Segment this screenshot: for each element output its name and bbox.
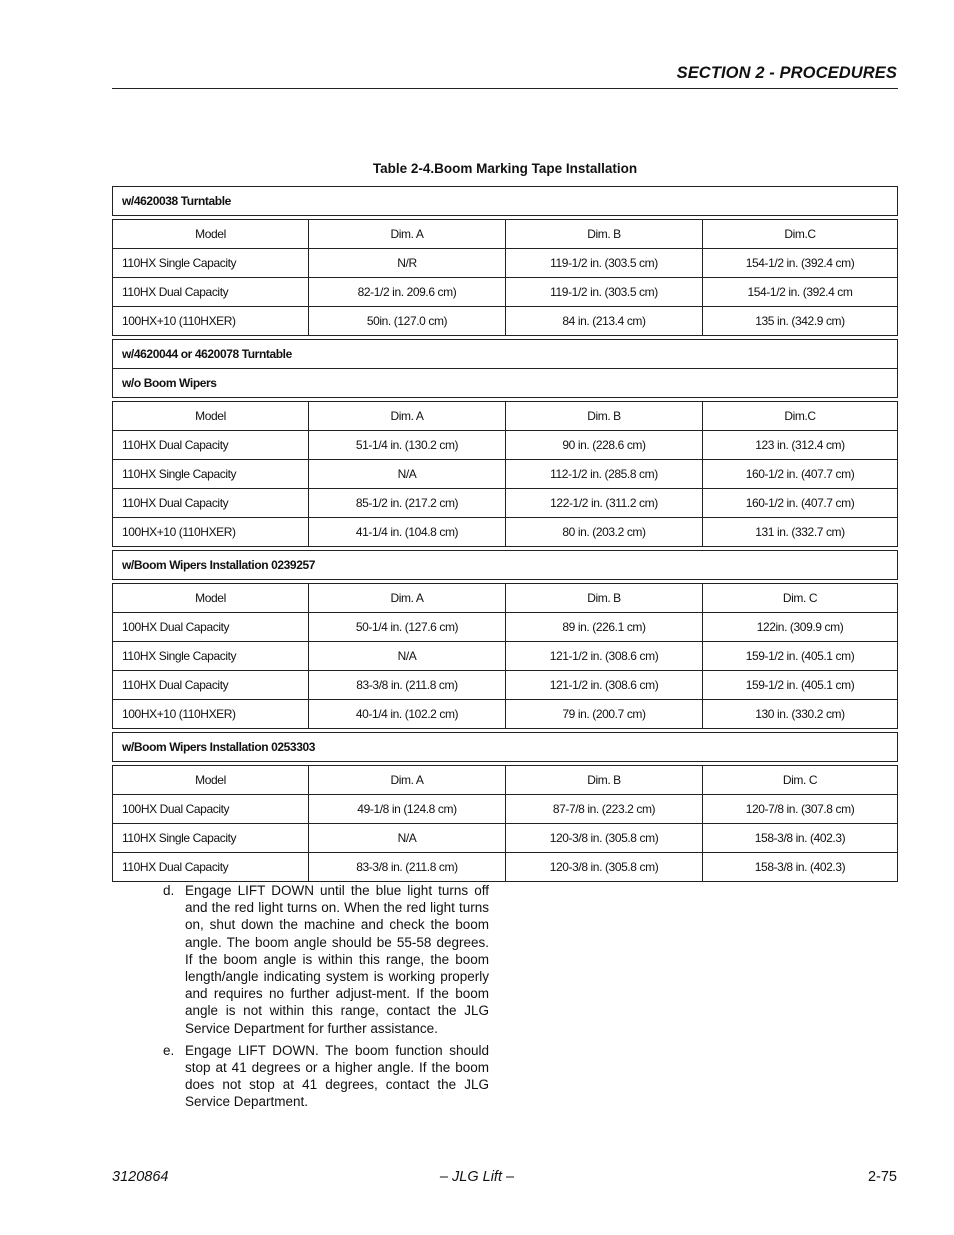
table-cell: 122in. (309.9 cm) [756, 620, 844, 634]
table-row [112, 431, 898, 460]
column-header: Dim. B [506, 402, 703, 430]
column-header: Model [113, 220, 309, 248]
boom-marking-tape-table [112, 186, 898, 882]
document-number: 3120864 [112, 1169, 169, 1185]
section-heading: w/4620038 Turntable [122, 194, 231, 208]
page-number: 2-75 [867, 1169, 897, 1185]
table-row [112, 249, 898, 278]
section-heading-row [112, 186, 898, 216]
table-cell: 120-3/8 in. (305.8 cm) [506, 824, 703, 852]
table-row [112, 642, 898, 671]
column-header: Dim. C [782, 773, 818, 787]
table-cell: 83-3/8 in. (211.8 cm) [309, 853, 506, 881]
section-heading: w/Boom Wipers Installation 0253303 [122, 740, 316, 754]
table-cell: 84 in. (213.4 cm) [506, 307, 703, 335]
column-header: Model [113, 584, 309, 612]
section-heading-row [112, 369, 898, 398]
section-heading-row [112, 339, 898, 369]
column-header-row [112, 765, 898, 795]
table-cell: 110HX Single Capacity [113, 824, 309, 852]
column-header: Dim. B [506, 766, 703, 794]
table-cell: 120-7/8 in. (307.8 cm) [745, 802, 855, 816]
section-heading-row [112, 550, 898, 580]
table-cell: 50in. (127.0 cm) [309, 307, 506, 335]
column-header: Dim. A [309, 220, 506, 248]
table-cell: 154-1/2 in. (392.4 cm) [745, 256, 855, 270]
column-header: Dim. B [506, 220, 703, 248]
table-cell: 49-1/8 in (124.8 cm) [309, 795, 506, 823]
footer-brand: – JLG Lift – [439, 1169, 515, 1185]
table-cell: 160-1/2 in. (407.7 cm) [745, 467, 855, 481]
table-cell: 100HX+10 (110HXER) [113, 307, 309, 335]
table-cell: 122-1/2 in. (311.2 cm) [506, 489, 703, 517]
procedure-steps [163, 882, 489, 1116]
table-row [112, 795, 898, 824]
table-cell: 110HX Dual Capacity [113, 671, 309, 699]
column-header-row [112, 219, 898, 249]
section-heading: w/o Boom Wipers [122, 376, 217, 390]
step-label: e. [163, 1042, 175, 1058]
table-cell: 50-1/4 in. (127.6 cm) [309, 613, 506, 641]
table-cell: 100HX Dual Capacity [113, 795, 309, 823]
step-d [163, 882, 489, 1037]
table-cell: 159-1/2 in. (405.1 cm) [745, 649, 855, 663]
section-heading: w/4620044 or 4620078 Turntable [122, 347, 292, 361]
table-cell: 87-7/8 in. (223.2 cm) [506, 795, 703, 823]
table-cell: 112-1/2 in. (285.8 cm) [506, 460, 703, 488]
table-row [112, 700, 898, 729]
header-divider [112, 88, 898, 89]
column-header: Dim.C [784, 409, 816, 423]
column-header: Dim. A [309, 402, 506, 430]
table-cell: 159-1/2 in. (405.1 cm) [745, 678, 855, 692]
table-cell: 100HX+10 (110HXER) [113, 518, 309, 546]
table-cell: N/A [309, 460, 506, 488]
table-cell: 121-1/2 in. (308.6 cm) [506, 642, 703, 670]
step-text: Engage LIFT DOWN until the blue light turns off and the red light turns on. When the red light turns on, shut down the machine and check the boom angle. The boom angle should be 55-58 degrees. If the boom angle is within this range, the boom length/angle indicating system is working properly and requires no further adjust-ment. If the boom angle is not within this range, contact the JLG Service Department for further assistance. [185, 883, 489, 1036]
table-row [112, 853, 898, 882]
table-cell: 90 in. (228.6 cm) [506, 431, 703, 459]
column-header: Dim. B [506, 584, 703, 612]
table-cell: 154-1/2 in. (392.4 cm [747, 285, 853, 299]
step-label: d. [163, 883, 175, 898]
table-row [112, 460, 898, 489]
column-header: Model [113, 766, 309, 794]
table-cell: 123 in. (312.4 cm) [755, 438, 845, 452]
column-header-row [112, 583, 898, 613]
table-row [112, 278, 898, 307]
table-row [112, 671, 898, 700]
table-cell: 131 in. (332.7 cm) [755, 525, 845, 539]
table-cell: 121-1/2 in. (308.6 cm) [506, 671, 703, 699]
step-text: Engage LIFT DOWN. The boom function should stop at 41 degrees or a higher angle. If the boom does not stop at 41 degrees, contact the JLG Service Department. [185, 1042, 489, 1110]
table-row [112, 824, 898, 853]
section-heading: w/Boom Wipers Installation 0239257 [122, 558, 316, 572]
step-e [163, 1042, 489, 1111]
table-cell: 82-1/2 in. 209.6 cm) [309, 278, 506, 306]
column-header: Dim. C [782, 591, 818, 605]
table-cell: 51-1/4 in. (130.2 cm) [309, 431, 506, 459]
table-cell: 110HX Single Capacity [113, 460, 309, 488]
table-cell: 158-3/8 in. (402.3) [754, 831, 846, 845]
table-cell: 110HX Dual Capacity [113, 278, 309, 306]
table-cell: 110HX Single Capacity [113, 642, 309, 670]
table-cell: N/A [309, 824, 506, 852]
table-title: Table 2-4.Boom Marking Tape Installation [372, 161, 638, 176]
table-cell: 135 in. (342.9 cm) [755, 314, 845, 328]
table-cell: N/R [309, 249, 506, 277]
table-cell: 100HX+10 (110HXER) [113, 700, 309, 728]
table-cell: 79 in. (200.7 cm) [506, 700, 703, 728]
table-row [112, 307, 898, 336]
column-header: Dim. A [309, 584, 506, 612]
table-cell: 160-1/2 in. (407.7 cm) [745, 496, 855, 510]
table-row [112, 489, 898, 518]
table-cell: 83-3/8 in. (211.8 cm) [309, 671, 506, 699]
table-cell: 119-1/2 in. (303.5 cm) [506, 278, 703, 306]
table-cell: 100HX Dual Capacity [113, 613, 309, 641]
column-header: Dim. A [309, 766, 506, 794]
table-cell: 110HX Single Capacity [113, 249, 309, 277]
table-cell: 41-1/4 in. (104.8 cm) [309, 518, 506, 546]
table-cell: N/A [309, 642, 506, 670]
table-cell: 85-1/2 in. (217.2 cm) [309, 489, 506, 517]
table-cell: 119-1/2 in. (303.5 cm) [506, 249, 703, 277]
column-header: Dim.C [784, 227, 816, 241]
section-heading-row [112, 732, 898, 762]
table-cell: 40-1/4 in. (102.2 cm) [309, 700, 506, 728]
section-title: SECTION 2 - PROCEDURES [676, 64, 897, 82]
table-cell: 130 in. (330.2 cm) [755, 707, 845, 721]
table-cell: 110HX Dual Capacity [113, 431, 309, 459]
column-header-row [112, 401, 898, 431]
table-row [112, 613, 898, 642]
table-row [112, 518, 898, 547]
table-cell: 110HX Dual Capacity [113, 853, 309, 881]
table-cell: 120-3/8 in. (305.8 cm) [506, 853, 703, 881]
table-cell: 158-3/8 in. (402.3) [754, 860, 846, 874]
column-header: Model [113, 402, 309, 430]
table-cell: 89 in. (226.1 cm) [506, 613, 703, 641]
table-cell: 80 in. (203.2 cm) [506, 518, 703, 546]
table-cell: 110HX Dual Capacity [113, 489, 309, 517]
